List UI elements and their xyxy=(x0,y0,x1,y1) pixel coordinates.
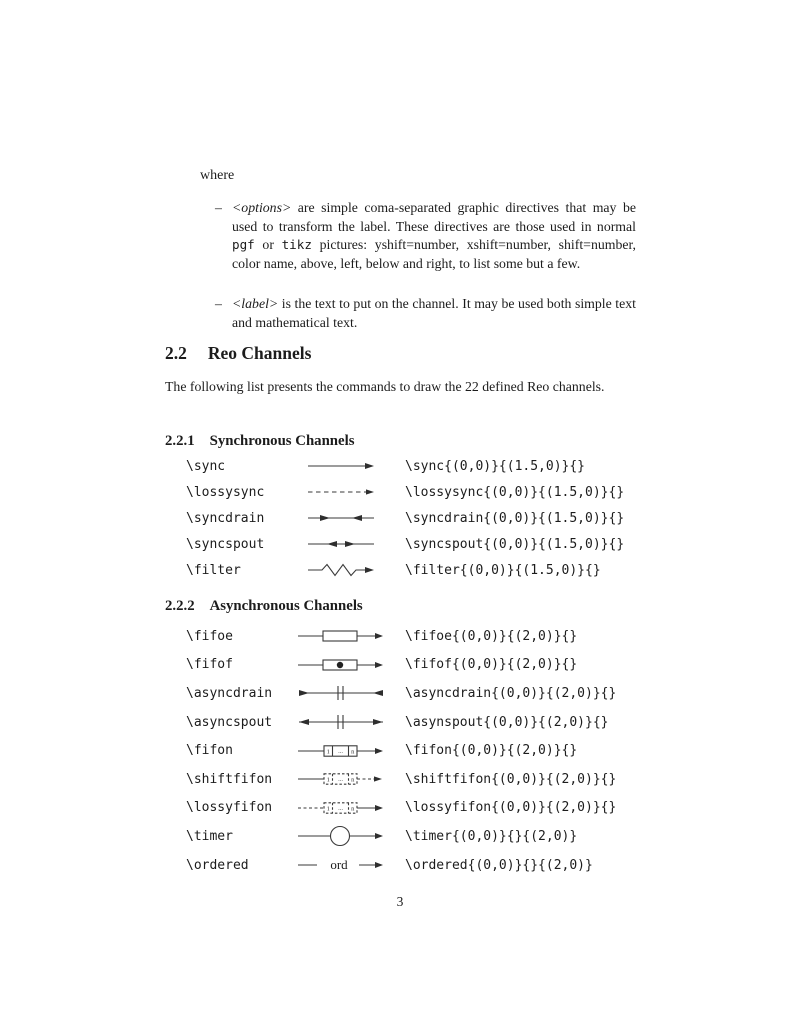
buffer-cell-n-label: n xyxy=(351,748,355,756)
subsection-number: 2.2.2 xyxy=(165,598,195,614)
buffer-cell-dots-label: ... xyxy=(338,776,343,784)
channel-name: \syncspout xyxy=(186,536,265,552)
section-number: 2.2 xyxy=(165,343,187,363)
fifon-channel-icon xyxy=(296,739,386,763)
channel-command: \sync{(0,0)}{(1.5,0)}{} xyxy=(405,458,586,474)
timer-channel-icon xyxy=(296,824,386,848)
options-meta: <options> xyxy=(232,200,292,215)
section-title: Reo Channels xyxy=(207,343,312,363)
channel-name: \asyncspout xyxy=(186,714,273,730)
channel-command: \lossyfifon{(0,0)}{(2,0)}{} xyxy=(405,800,617,816)
buffer-cell-n-label: n xyxy=(351,776,355,784)
buffer-cell-1-label: 1 xyxy=(326,776,330,784)
channel-command: \ordered{(0,0)}{}{(2,0)} xyxy=(405,857,593,873)
channel-name: \lossyfifon xyxy=(186,800,273,816)
lossyfifon-channel-icon xyxy=(296,796,386,820)
channel-command: \asyncdrain{(0,0)}{(2,0)}{} xyxy=(405,685,617,701)
options-text-1: are simple coma-separated graphic directives that may be used to transform the label. These directives are those used in normal xyxy=(232,200,636,234)
channel-name: \ordered xyxy=(186,857,249,873)
table-row-shiftfifon xyxy=(186,765,616,794)
channel-name: \timer xyxy=(186,828,233,844)
table-row-fifof xyxy=(186,651,616,680)
channel-command: \fifoe{(0,0)}{(2,0)}{} xyxy=(405,628,578,644)
item-dash: – xyxy=(215,200,222,215)
label-text-1: is the text to put on the channel. It may be used both simple text and mathematical text. xyxy=(232,296,636,330)
asynchronous-channels-table xyxy=(186,622,616,879)
channel-command: \syncdrain{(0,0)}{(1.5,0)}{} xyxy=(405,510,625,526)
buffer-cell-1-label: 1 xyxy=(326,748,330,756)
channel-name: \shiftfifon xyxy=(186,771,273,787)
filter-channel-icon xyxy=(296,558,386,582)
subsection-title: Synchronous Channels xyxy=(209,433,355,449)
section-heading-reo-channels xyxy=(165,343,311,364)
channel-command: \lossysync{(0,0)}{(1.5,0)}{} xyxy=(405,484,625,500)
channel-command: \fifon{(0,0)}{(2,0)}{} xyxy=(405,743,578,759)
ordered-label: ord xyxy=(330,857,348,873)
channel-command: \filter{(0,0)}{(1.5,0)}{} xyxy=(405,562,601,578)
subsection-number: 2.2.1 xyxy=(165,433,195,449)
synchronous-channels-table xyxy=(186,453,624,583)
buffer-cell-dots-label: ... xyxy=(338,747,343,755)
fifo-empty-channel-icon xyxy=(296,624,386,648)
options-text-2: or xyxy=(254,237,282,253)
channel-name: \sync xyxy=(186,458,226,474)
options-list-item xyxy=(215,199,636,273)
table-row-sync xyxy=(186,453,624,479)
table-row-syncdrain xyxy=(186,505,624,531)
buffer-cell-1-label: 1 xyxy=(326,805,330,813)
pgf-literal: pgf xyxy=(232,237,255,253)
lossysync-channel-icon xyxy=(296,480,386,504)
ordered-channel-icon xyxy=(296,853,386,877)
syncdrain-channel-icon xyxy=(296,506,386,530)
table-row-filter xyxy=(186,557,624,583)
channel-name: \fifon xyxy=(186,743,233,759)
channel-name: \filter xyxy=(186,562,241,578)
label-meta: <label> xyxy=(232,296,279,311)
buffer-cell-n-label: n xyxy=(351,805,355,813)
table-row-asyncdrain xyxy=(186,679,616,708)
table-row-lossysync xyxy=(186,479,624,505)
item-dash: – xyxy=(215,296,222,311)
sync-channel-icon xyxy=(296,454,386,478)
table-row-syncspout xyxy=(186,531,624,557)
channel-command: \shiftfifon{(0,0)}{(2,0)}{} xyxy=(405,771,617,787)
label-list-item xyxy=(215,295,636,332)
channel-command: \syncspout{(0,0)}{(1.5,0)}{} xyxy=(405,536,625,552)
channel-name: \asyncdrain xyxy=(186,685,273,701)
channel-command: \timer{(0,0)}{}{(2,0)} xyxy=(405,828,578,844)
channel-command: \asynspout{(0,0)}{(2,0)}{} xyxy=(405,714,609,730)
table-row-asyncspout xyxy=(186,708,616,737)
where-label: where xyxy=(200,168,235,183)
buffer-cell-dots-label: ... xyxy=(338,804,343,812)
table-row-ordered xyxy=(186,851,616,880)
tikz-literal: tikz xyxy=(281,237,312,253)
options-item-text xyxy=(232,199,636,273)
subsection-title: Asynchronous Channels xyxy=(209,598,363,614)
table-row-fifoe xyxy=(186,622,616,651)
section-intro-paragraph: The following list presents the commands to draw the 22 defined Reo channels. xyxy=(165,379,605,394)
fifo-full-channel-icon xyxy=(296,653,386,677)
asyncspout-channel-icon xyxy=(296,710,386,734)
channel-name: \lossysync xyxy=(186,484,265,500)
channel-command: \fifof{(0,0)}{(2,0)}{} xyxy=(405,657,578,673)
table-row-fifon xyxy=(186,736,616,765)
table-row-timer xyxy=(186,822,616,851)
options-text-3: pictures: yshift=number, xshift=number, shift=number, color name, above, left, below and right, to list some but a few. xyxy=(232,237,636,271)
subsection-heading-synchronous xyxy=(165,433,354,450)
subsection-heading-asynchronous xyxy=(165,598,363,615)
asyncdrain-channel-icon xyxy=(296,681,386,705)
channel-name: \fifoe xyxy=(186,628,233,644)
syncspout-channel-icon xyxy=(296,532,386,556)
channel-name: \syncdrain xyxy=(186,510,265,526)
shiftfifon-channel-icon xyxy=(296,767,386,791)
table-row-lossyfifon xyxy=(186,794,616,823)
page-number: 3 xyxy=(396,894,404,909)
channel-name: \fifof xyxy=(186,657,233,673)
label-item-text xyxy=(232,295,636,332)
